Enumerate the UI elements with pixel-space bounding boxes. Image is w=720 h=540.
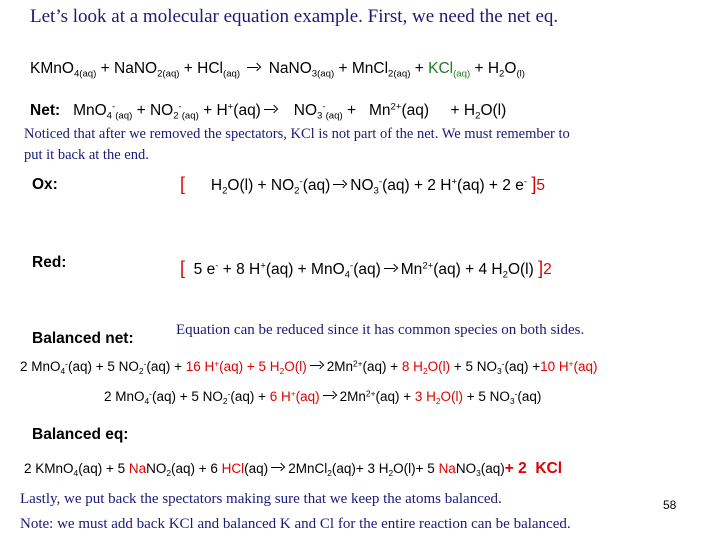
balanced-equation: 2 KMnO$_4$(aq) + 5 NaNO$_2$(aq) + 6 HCl(aq) 2MnCl$_2$(aq)+ 3 $H_2O(l)+ 5$ NaNO$_3$(aq)+ 2 KCl xyxy=(24,460,563,478)
balanced-eq-label: Balanced eq: xyxy=(32,426,129,443)
reaction-arrow-icon xyxy=(323,391,337,401)
net-equation: Net: $MnO_4^-_{(aq)} + NO_2^-_{(aq)} + H^+(aq)$ $NO_3^-_{(aq)} + Mn^{2+}(aq)$ + $H_2O(l)$ xyxy=(30,101,507,122)
kcl-spectator: KCl$_{(aq)}$ xyxy=(428,60,471,80)
ox-label: Ox: xyxy=(32,176,58,193)
red-half-reaction: [ 5 e- + 8 H+(aq) + MnO$_4$-(aq) $Mn^{2+}(aq) + 4$ $H_2O(l)$ ]2 xyxy=(180,258,552,281)
spectator-note: Noticed that after we removed the spectators, KCl is not part of the net. We must remember to put it back at the end. xyxy=(24,126,570,163)
page-title: Let’s look at a molecular equation example. First, we need the net eq. xyxy=(30,6,559,27)
closing-note-2: Note: we must add back KCl and balanced K and Cl for the entire reaction can be balanced. xyxy=(20,516,571,532)
balanced-net-line-2: 2 MnO$_4$-(aq) + 5 $NO_2^-(aq) + 6$ H+(aq) $2Mn^{2+}(aq) + 3$ $H_2O(l) + 5$ $NO_3^-(aq)$ xyxy=(104,388,542,406)
ox-half-reaction: [ $H_2O(l) + NO_2^-(aq) NO_3^-(aq) + 2$ H+(aq) + 2 e- ]5 xyxy=(180,174,545,197)
reaction-arrow-icon xyxy=(247,63,261,73)
balanced-net-note: Equation can be reduced since it has common species on both sides. xyxy=(176,322,585,338)
reaction-arrow-icon xyxy=(384,264,398,274)
reaction-arrow-icon xyxy=(310,361,324,371)
reaction-arrow-icon xyxy=(264,105,278,115)
molecular-equation: KMnO$_{4(aq)}$ + NaNO$_{2(aq)}$ + HCl$_{(aq)}$ NaNO$_{3(aq)}$ + MnCl$_{2(aq)}$ + $KCl_{(aq)} + H_2O_{(l)}$ xyxy=(30,60,525,80)
reaction-arrow-icon xyxy=(333,180,347,190)
reaction-arrow-icon xyxy=(271,463,285,473)
balanced-net-line-1: 2 MnO$_4$-(aq) + 5 $NO_2^-(aq) + 16$ H+(aq) + 5 $H_2O(l) 2Mn^{2+}(aq) + 8$ $H_2O(l) + 5$ $NO_3^-(aq) +10$ H+(aq) xyxy=(20,358,598,376)
page-number: 58 xyxy=(663,498,677,512)
balanced-net-label: Balanced net: xyxy=(32,330,134,347)
red-label: Red: xyxy=(32,254,67,271)
closing-note-1: Lastly, we put back the spectators making sure that we keep the atoms balanced. xyxy=(20,491,502,507)
